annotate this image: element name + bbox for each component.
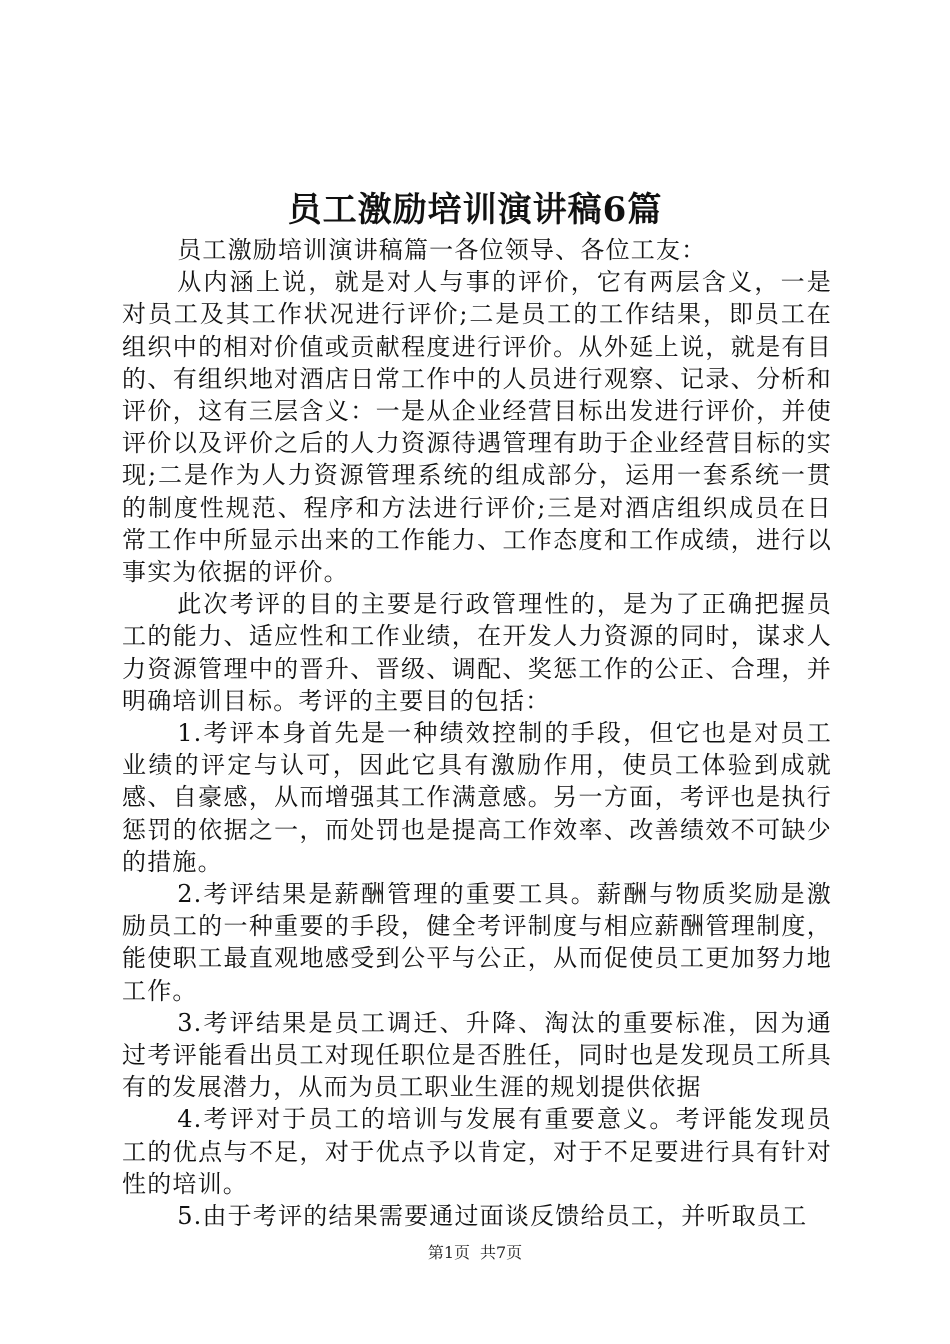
document-body <box>122 234 832 1232</box>
paragraph-definition: 从内涵上说，就是对人与事的评价，它有两层含义，一是对员工及其工作状况进行评价;二是员工的工作结果，即员工在组织中的相对价值或贡献程度进行评价。从外延上说，就是有目的、有组织地对酒店日常工作中的人员进行观察、记录、分析和评价，这有三层含义：一是从企业经营目标出发进行评价，并使评价以及评价之后的人力资源待遇管理有助于企业经营目标的实现;二是作为人力资源管理系统的组成部分，运用一套系统一贯的制度性规范、程序和方法进行评价;三是对酒店组织成员在日常工作中所显示出来的工作能力、工作态度和工作成绩，进行以事实为依据的评价。 <box>122 268 832 587</box>
paragraph-point-1: 1.考评本身首先是一种绩效控制的手段，但它也是对员工业绩的评定与认可，因此它具有激励作用，使员工体验到成就感、自豪感，从而增强其工作满意感。另一方面，考评也是执行惩罚的依据之一，而处罚也是提高工作效率、改善绩效不可缺少的措施。 <box>122 719 832 876</box>
paragraph-point-3: 3.考评结果是员工调迁、升降、淘汰的重要标准，因为通过考评能看出员工对现任职位是否胜任，同时也是发现员工所具有的发展潜力，从而为员工职业生涯的规划提供依据 <box>122 1008 832 1102</box>
page-total: 共7页 <box>480 1243 523 1262</box>
paragraph-point-4: 4.考评对于员工的培训与发展有重要意义。考评能发现员工的优点与不足，对于优点予以肯定，对于不足要进行具有针对性的培训。 <box>122 1105 832 1198</box>
paragraph-point-5: 5.由于考评的结果需要通过面谈反馈给员工，并听取员工 <box>177 1202 808 1231</box>
page-number: 第1页 <box>427 1243 470 1262</box>
paragraph-purpose: 此次考评的目的主要是行政管理性的，是为了正确把握员工的能力、适应性和工作业绩，在开发人力资源的同时，谋求人力资源管理中的晋升、晋级、调配、奖惩工作的公正、合理，并明确培训目标。考评的主要目的包括： <box>122 590 832 715</box>
page-footer <box>0 1242 950 1264</box>
document-title: 员工激励培训演讲稿6篇 <box>287 190 663 230</box>
paragraph-greeting: 员工激励培训演讲稿篇一各位领导、各位工友： <box>177 236 707 264</box>
paragraph-point-2: 2.考评结果是薪酬管理的重要工具。薪酬与物质奖励是激励员工的一种重要的手段，健全考评制度与相应薪酬管理制度，能使职工最直观地感受到公平与公正，从而促使员工更加努力地工作。 <box>122 880 832 1005</box>
